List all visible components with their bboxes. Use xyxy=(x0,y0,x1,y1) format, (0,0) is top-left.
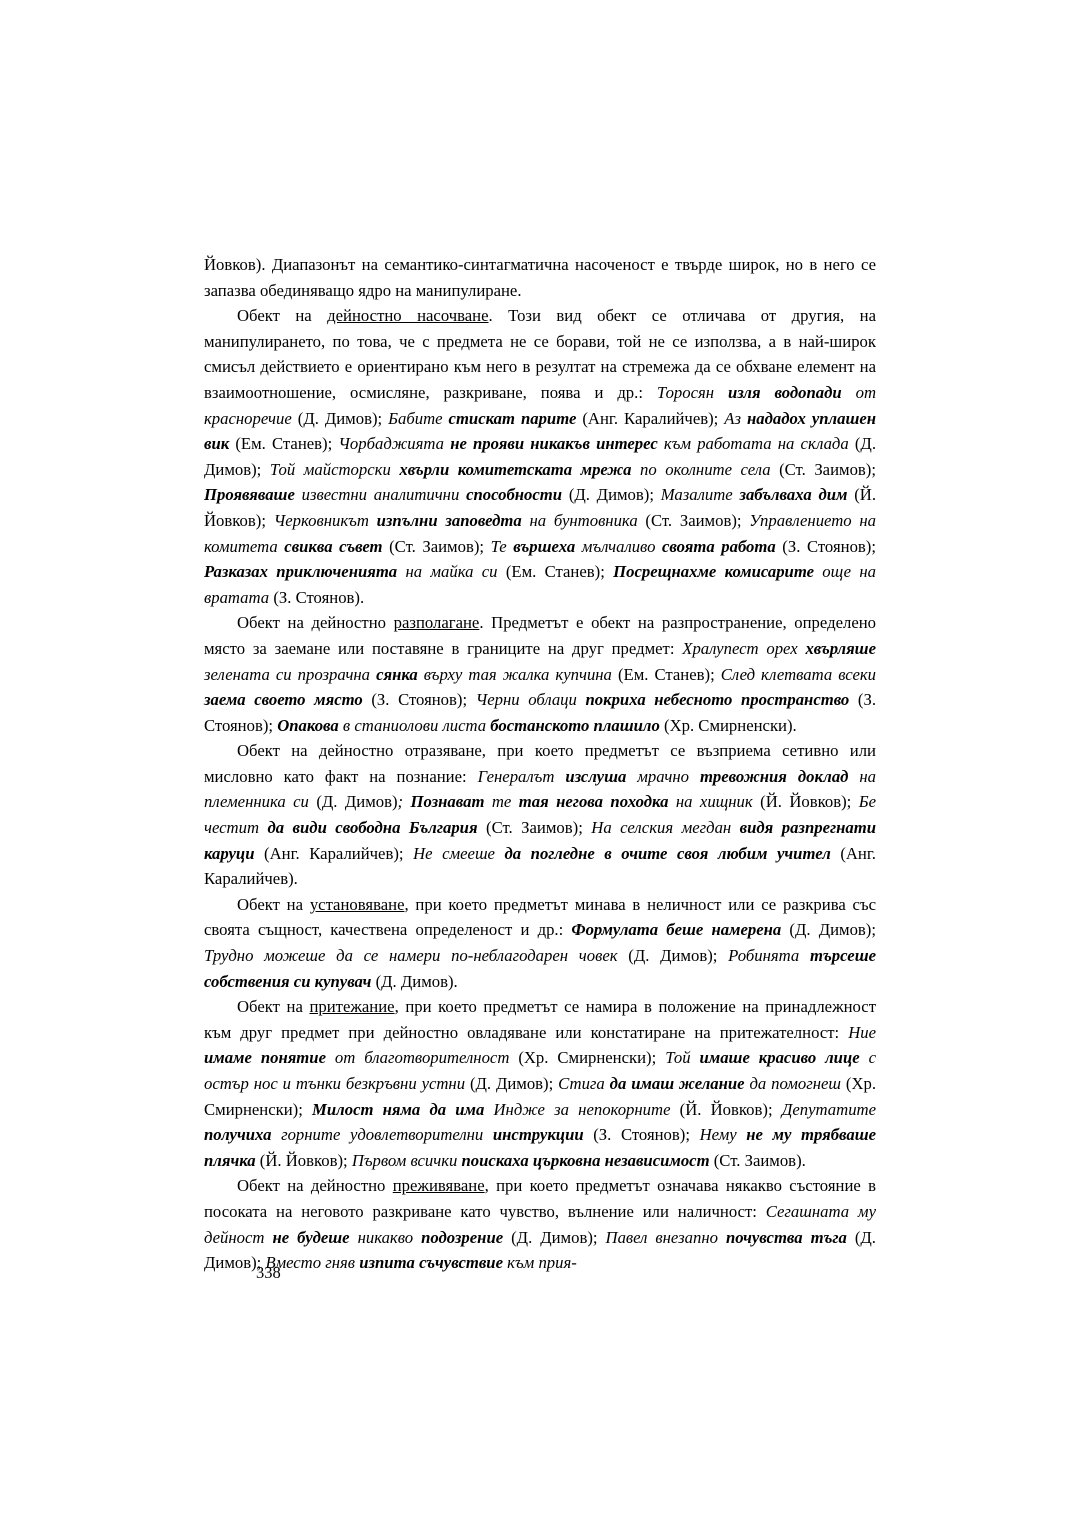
text-run: (Д. Димов); xyxy=(204,1227,876,1273)
text-run: имаме понятие xyxy=(204,1048,335,1068)
body-text-column xyxy=(204,252,876,1276)
text-run: (Ем. Станев); xyxy=(505,562,614,582)
text-run: способности xyxy=(466,485,569,505)
text-run: вършеха xyxy=(513,536,582,556)
page-number: 338 xyxy=(256,1263,281,1282)
text-run: Посрещнахме комисарите xyxy=(613,562,823,582)
text-run: (Ст. Заимов); xyxy=(645,510,750,530)
text-run: (Ем. Станев); xyxy=(235,434,339,454)
text-run: тая негова походка xyxy=(518,792,676,812)
paragraph xyxy=(204,303,876,610)
text-run: Опакова xyxy=(277,715,343,735)
text-run: (Й. Йовков); xyxy=(760,792,859,812)
text-run: видя разпрегнати каруци xyxy=(204,818,877,863)
text-run: (Ст. Заимов); xyxy=(389,536,491,556)
paragraph xyxy=(204,994,876,1173)
text-run: Обект на дейностно xyxy=(237,1176,393,1196)
text-run: (З. Стоянов); xyxy=(782,536,876,556)
text-run: Нему xyxy=(699,1125,747,1145)
text-run: (Й. Йовков); xyxy=(679,1099,782,1119)
text-run: зелената си прозрачна xyxy=(204,664,377,684)
text-run: Формулата беше намерена xyxy=(571,920,790,940)
text-run: от благотворителност xyxy=(334,1048,519,1068)
text-run: (Й. Йовков); xyxy=(204,485,876,530)
text-run: поискаха църковна независимост xyxy=(461,1150,714,1170)
text-run: Обект на дейностно отразяване, при което предметът се възприема сетивно или мисловно като факт на познание: xyxy=(204,741,876,786)
text-run: Проявяваше xyxy=(204,485,302,505)
text-run: . Този вид обект се отличава от другия, на манипулирането, по това, че с предмета не се борави, той не се използва, а в най-широк смисъл действието е ориентирано към него в резултат на стремежа да се обхване елемент на взаимоотношение, осмисляне, разкриване, поява и др.: xyxy=(204,306,877,402)
text-run: Сегашната му дейност xyxy=(204,1201,876,1247)
text-run: изпълни заповедта xyxy=(376,510,530,530)
text-run: мълчаливо xyxy=(581,536,662,556)
text-run: Индже за непокорните xyxy=(493,1099,680,1119)
text-run: свиква съвет xyxy=(284,536,390,556)
text-run: на племенника си xyxy=(204,766,877,812)
text-run: покриха небесното пространство xyxy=(585,690,858,710)
text-run: Генералът xyxy=(477,766,566,786)
text-run: Милост няма да има xyxy=(312,1099,494,1119)
text-run: (Анг. Каралийчев). xyxy=(204,843,876,889)
text-run: (Д. Димов) xyxy=(316,792,398,812)
text-run: сянка xyxy=(376,664,424,684)
text-run: да помогнеш xyxy=(749,1074,846,1093)
text-run: изля водопади xyxy=(728,382,856,402)
text-run: ; xyxy=(397,792,411,812)
text-run: подозрение xyxy=(421,1227,512,1247)
text-run: , при което предметът се намира в положение на принадлежност към друг предмет при дейностно овладяване или констатиране на притежателност: xyxy=(204,997,876,1042)
text-run: (Д. Димов); xyxy=(511,1227,606,1247)
text-run: Първом всички xyxy=(351,1150,462,1170)
paragraph xyxy=(204,1173,876,1275)
text-run: Робинята xyxy=(728,946,810,966)
text-run: (Хр. Смирненски); xyxy=(204,1074,877,1119)
text-run: Йовков). Диапазонът на семантико-синтагматична насоченост е твърде широк, но в него се запазва обединяващо ядро на манипулиране. xyxy=(204,255,876,300)
text-run: Познават xyxy=(410,792,492,812)
text-run: разполагане xyxy=(393,613,480,633)
text-run: (З. Стоянов); xyxy=(204,690,877,735)
text-run: бостанското плашило xyxy=(490,715,665,735)
text-run: заема своето място xyxy=(204,690,372,710)
text-run: хвърляше xyxy=(805,638,876,658)
text-run: тревожния доклад xyxy=(699,766,860,786)
text-run: нададох уплашен вик xyxy=(204,408,877,454)
text-run: получиха xyxy=(204,1125,282,1145)
text-run: Мазалите xyxy=(660,485,740,505)
text-run: Аз xyxy=(724,408,747,428)
text-run: (Д. Димов); xyxy=(297,408,389,428)
text-run: не прояви никакъв интерес xyxy=(450,434,664,454)
text-run: (Д. Димов); xyxy=(628,946,729,966)
text-run: Стига xyxy=(558,1074,610,1093)
text-run: инструкции xyxy=(492,1125,594,1145)
text-run: (Анг. Каралийчев); xyxy=(264,843,414,863)
text-run: Черни облаци xyxy=(475,690,586,710)
text-run: . Предметът е обект на разпространение, определено място за заемане или поставяне в границите на друг предмет: xyxy=(204,613,876,658)
text-run: След клетвата всеки xyxy=(720,664,876,684)
text-run: (Д. Димов); xyxy=(568,485,661,505)
paragraph xyxy=(204,252,876,303)
text-run: стискат парите xyxy=(448,408,583,428)
text-run: хвърли комитетската мрежа xyxy=(399,459,640,479)
text-run: на хищник xyxy=(675,792,761,812)
text-run: своята работа xyxy=(662,536,783,556)
text-run: (Ем. Станев); xyxy=(617,664,721,684)
text-run: (З. Стоянов). xyxy=(273,587,365,607)
text-run: Обект на xyxy=(237,894,310,914)
text-run: Вместо гняв xyxy=(265,1253,360,1273)
text-run: към работата на склада xyxy=(663,434,855,454)
text-run: Те xyxy=(490,536,514,556)
text-run: Торосян xyxy=(656,382,728,402)
text-run: (З. Стоянов); xyxy=(371,690,476,710)
text-run: мрачно xyxy=(637,766,700,786)
text-run: (Д. Димов); xyxy=(469,1074,559,1093)
text-run: в станиолови листа xyxy=(342,715,491,735)
text-run: изпита съчувствие xyxy=(359,1253,508,1273)
text-run: не будеше xyxy=(272,1227,358,1247)
text-run: , при което предметът минава в неличност или се разкрива със своята същност, качествена определеност и др.: xyxy=(204,894,876,940)
text-run: върху тая жалка купчина xyxy=(423,664,618,684)
text-run: Бе честит xyxy=(204,792,877,838)
paragraph xyxy=(204,738,876,892)
text-run: с остър нос и тънки безкръвни устни xyxy=(204,1048,876,1093)
text-run: Не смееше xyxy=(413,843,505,863)
text-run: по околните села xyxy=(639,459,780,479)
text-run: Ние xyxy=(848,1022,876,1042)
text-run: Обект на дейностно xyxy=(237,613,394,633)
text-run: На селския мегдан xyxy=(591,818,740,838)
text-run: Трудно можеше да се намери по-неблагодарен човек xyxy=(204,946,629,966)
text-run: Павел внезапно xyxy=(605,1227,726,1247)
paragraph xyxy=(204,610,876,738)
text-run: забълваха дим xyxy=(739,485,855,505)
text-run: никакво xyxy=(357,1227,422,1247)
text-run: Чорбаджията xyxy=(338,434,451,454)
text-run: не му трябваше плячка xyxy=(204,1125,877,1170)
text-run: Бабите xyxy=(388,408,449,428)
text-run: те xyxy=(491,792,519,812)
text-run: притежание xyxy=(309,997,395,1017)
text-run: (Ст. Заимов). xyxy=(713,1150,806,1170)
text-run: (Хр. Смирненски); xyxy=(518,1048,666,1068)
text-run: (Й. Йовков); xyxy=(259,1150,352,1170)
text-run: , при което предметът означава някакво състояние в посоката на неговото разкриване като чувство, вълнение или наличност: xyxy=(204,1176,876,1221)
text-run: Разказах приключенията xyxy=(204,562,406,582)
text-run: (Ст. Заимов); xyxy=(486,818,592,838)
paragraph xyxy=(204,892,876,994)
text-run: преживяване xyxy=(392,1176,485,1196)
text-run: изслуша xyxy=(565,766,638,786)
text-run: установяване xyxy=(309,894,405,914)
text-run: още на вратата xyxy=(204,562,876,607)
text-run: имаше красиво лице xyxy=(699,1048,869,1068)
text-run: известни аналитични xyxy=(301,485,467,505)
text-run: (Д. Димов); xyxy=(204,434,876,479)
text-run: Той майсторски xyxy=(269,459,400,479)
text-run: (Д. Димов). xyxy=(375,971,458,991)
text-run: на майка си xyxy=(405,562,506,582)
text-run: да види свободна България xyxy=(267,818,487,838)
text-run: Обект на xyxy=(237,306,328,326)
text-run: Управлението на комитета xyxy=(204,510,876,556)
text-run: търсеше собствения си купувач xyxy=(204,946,877,991)
text-run: горните удовлетворителни xyxy=(281,1125,493,1145)
text-run: (Ст. Заимов); xyxy=(779,459,876,479)
text-run: да погледне в очите своя любим учител xyxy=(504,843,841,863)
text-run: (З. Стоянов); xyxy=(593,1125,700,1145)
text-run: (Д. Димов); xyxy=(789,920,876,940)
text-run: почувства тъга xyxy=(725,1227,855,1247)
text-run: Черковникът xyxy=(273,510,377,530)
text-run: да имаш желание xyxy=(609,1074,750,1093)
text-run: към прия- xyxy=(507,1253,577,1273)
text-run: (Хр. Смирненски). xyxy=(664,715,797,735)
text-run: Той xyxy=(665,1048,700,1068)
text-run: Обект на xyxy=(237,997,310,1017)
text-run: на бунтовника xyxy=(529,510,646,530)
text-run: дейностно насочване xyxy=(327,306,489,326)
text-run: (Анг. Каралийчев); xyxy=(582,408,725,428)
text-run: Хралупест орех xyxy=(682,638,806,658)
text-run: Депутатите xyxy=(781,1099,876,1119)
text-run: от красноречие xyxy=(204,382,876,428)
